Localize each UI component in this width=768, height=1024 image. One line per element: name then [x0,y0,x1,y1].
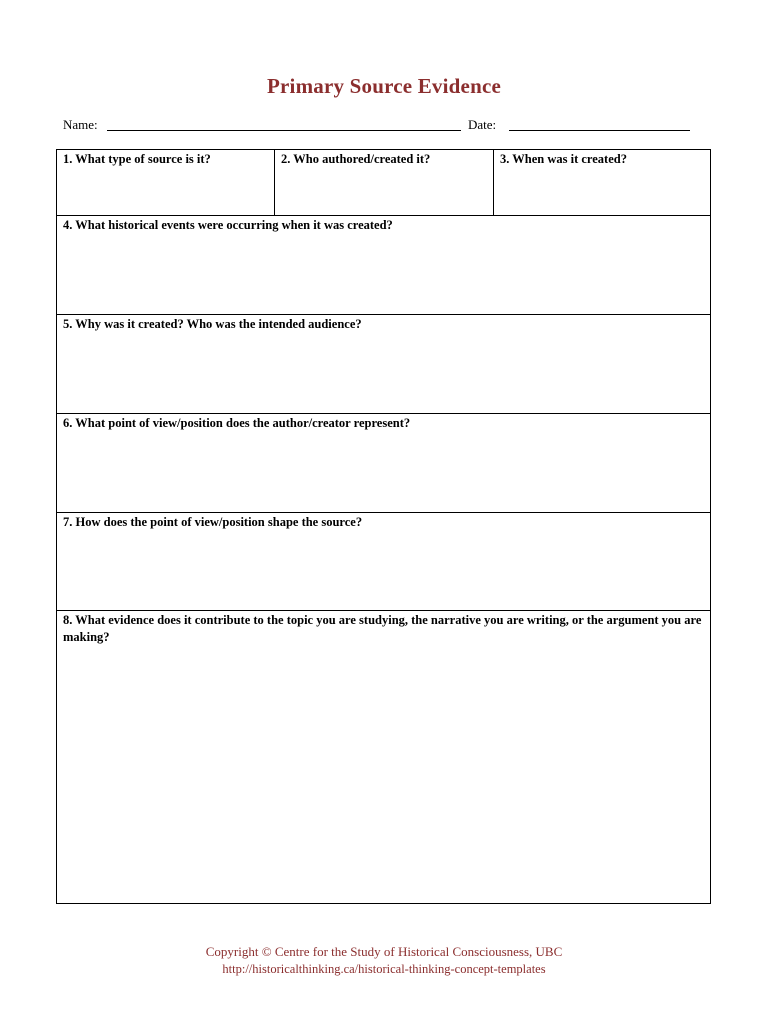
answer-box-source-type[interactable] [57,150,275,216]
footer-url[interactable]: http://historicalthinking.ca/historical-thinking-concept-templates [222,962,546,976]
question-4: 4. What historical events were occurring when it was created? [63,218,393,232]
footer-copyright: Copyright © Centre for the Study of Historical Consciousness, UBC [205,944,563,959]
evidence-form-table [56,149,711,904]
question-6: 6. What point of view/position does the author/creator represent? [63,416,411,430]
answer-box-evidence[interactable] [57,611,710,903]
name-field[interactable] [107,116,461,131]
name-label: Name: [63,117,98,132]
question-8: 8. What evidence does it contribute to the topic you are studying, the narrative you are writing, or the argument you are making? [63,613,702,644]
answer-box-author[interactable] [275,150,494,216]
name-date-line [63,116,703,136]
answer-box-point-of-view[interactable] [57,414,710,513]
question-3: 3. When was it created? [500,152,627,166]
answer-box-date-created[interactable] [494,150,710,216]
answer-box-pov-shape[interactable] [57,513,710,611]
question-7: 7. How does the point of view/position shape the source? [63,515,363,529]
question-1: 1. What type of source is it? [63,152,211,166]
page-title: Primary Source Evidence [266,74,501,98]
question-2: 2. Who authored/created it? [281,152,431,166]
date-label: Date: [468,117,497,132]
question-5: 5. Why was it created? Who was the intended audience? [63,317,362,331]
answer-box-purpose-audience[interactable] [57,315,710,414]
date-field[interactable] [509,116,690,131]
answer-box-historical-events[interactable] [57,216,710,315]
